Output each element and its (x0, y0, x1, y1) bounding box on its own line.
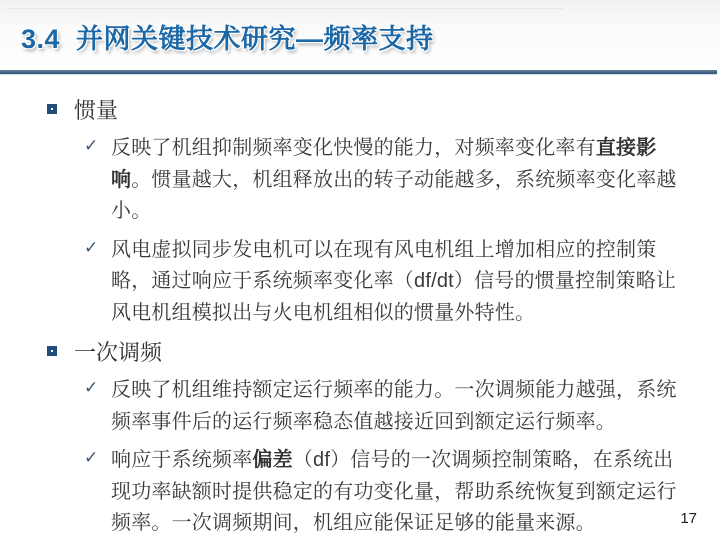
bullet-text (111, 235, 689, 330)
section-heading: 惯量 (74, 97, 119, 123)
slide-title: 3.4 并网关键技术研究—频率支持 (21, 24, 434, 54)
square-bullet-icon (47, 104, 57, 114)
checkmark-icon: ✓ (84, 378, 99, 397)
slide-header (0, 0, 720, 74)
section-inertia (40, 94, 720, 329)
text-segment: （df）信号的一次调频控制策略，在系统出现功率缺额时提供稳定的有功变化量，帮助系统恢复到额定运行频率。一次调频期间，机组应能保证足够的能量来源。 (111, 449, 677, 534)
checkmark-icon: ✓ (84, 448, 99, 467)
bullet-text (111, 445, 689, 540)
text-segment: 反映了机组抑制频率变化快慢的能力，对频率变化率有 (111, 137, 596, 159)
list-item (40, 375, 720, 438)
list-item (40, 445, 720, 540)
section-heading: 一次调频 (74, 339, 163, 365)
section-primary-frequency-regulation (40, 336, 720, 540)
checkmark-icon: ✓ (84, 237, 99, 257)
checkmark-icon: ✓ (84, 136, 99, 155)
text-segment: 风电虚拟同步发电机可以在现有风电机组上增加相应的控制策略，通过响应于系统频率变化率（df/dt）信号的惯量控制策略让风电机组模拟出与火电机组相似的惯量外特性。 (111, 238, 677, 324)
section-heading-row (40, 94, 720, 124)
text-segment-bold: 直接影响 (111, 137, 657, 191)
text-segment: 响应于系统频率 (111, 449, 253, 471)
slide-body (0, 74, 720, 540)
list-item (40, 133, 720, 228)
bullet-text (111, 375, 689, 438)
square-bullet-icon (47, 346, 57, 356)
text-segment: 。惯量越大，机组释放出的转子动能越多，系统频率变化率越小。 (111, 168, 677, 222)
header-divider (0, 70, 717, 74)
section-heading-row (40, 336, 720, 366)
bullet-text (111, 133, 689, 228)
list-item (40, 235, 720, 330)
text-segment-bold: 偏差 (252, 449, 293, 471)
text-segment: 反映了机组维持额定运行频率的能力。一次调频能力越强，系统频率事件后的运行频率稳态值越接近回到额定运行频率。 (111, 379, 677, 433)
page-number: 17 (680, 510, 697, 527)
